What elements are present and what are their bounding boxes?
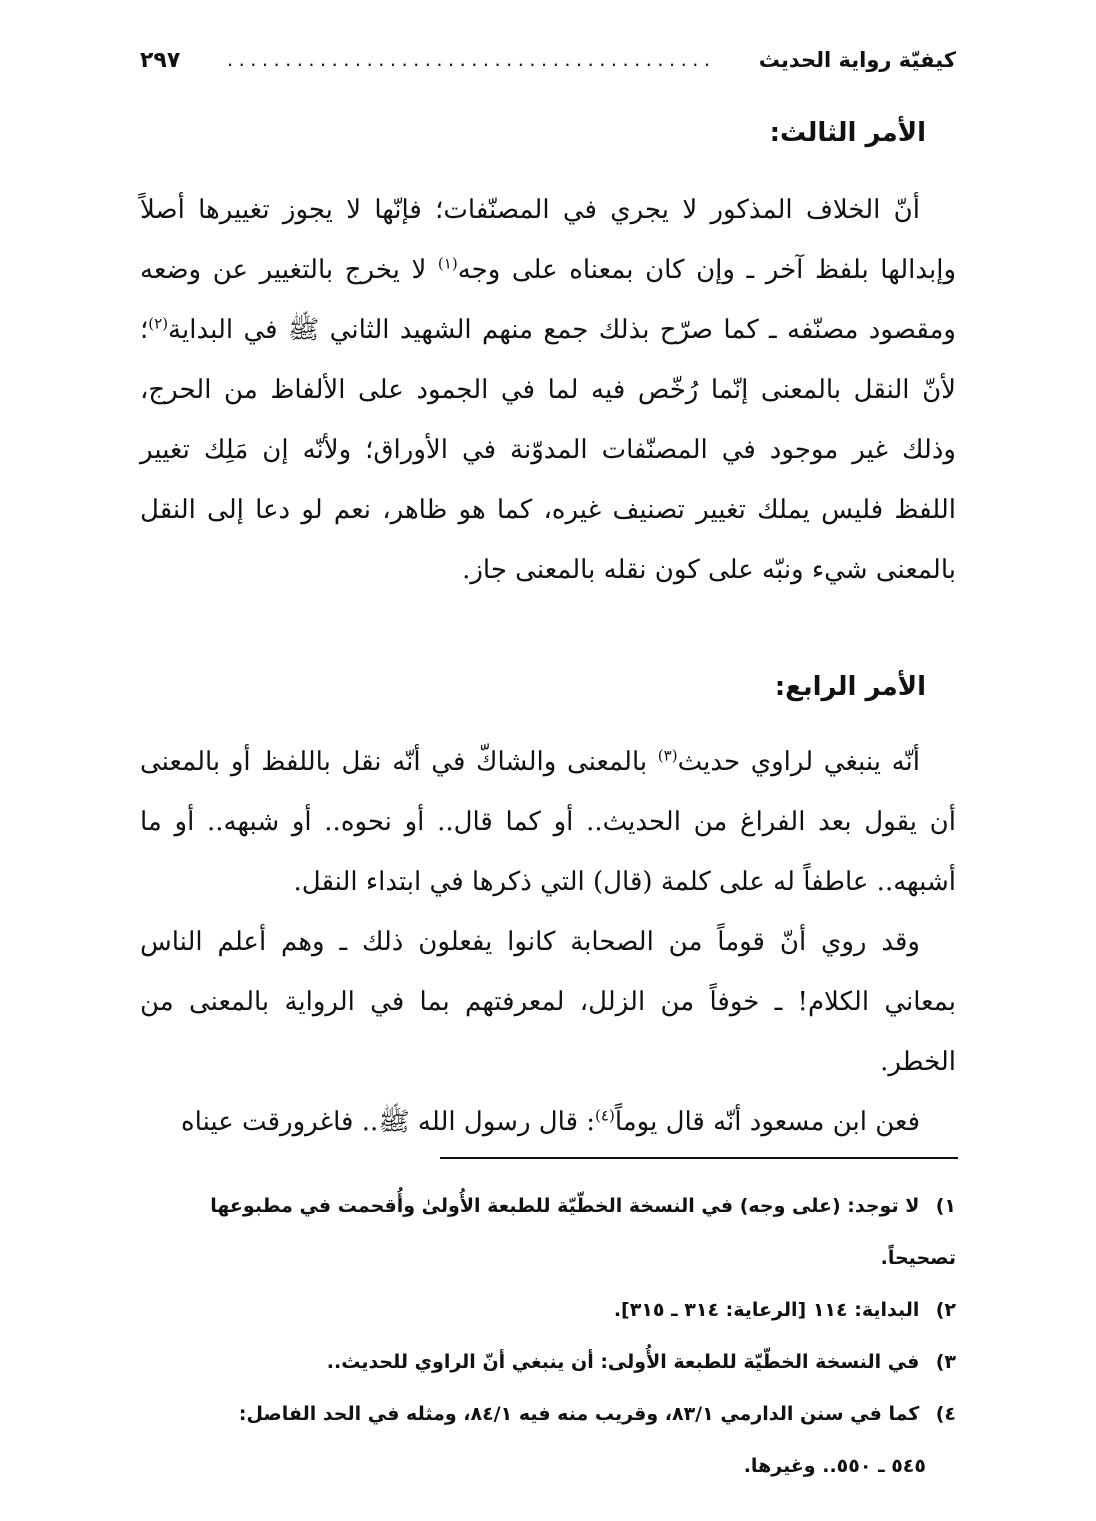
paragraph-text: ؛ لأنّ النقل بالمعنى إنّما رُخّص فيه لما في الجمود على الألفاظ من الحرج، وذلك غير موجود في المصنّفات المدوّنة في الأوراق؛ ولأنّه إن مَلِك تغيير اللفظ فليس يملك تغيير تصنيف غيره، كما هو ظاهر، نعم لو دعا إلى النقل بالمعنى شيء ونبّه على كون نقله بالمعنى جاز. (140, 315, 956, 585)
running-header-title: كيفيّة رواية الحديث (758, 48, 956, 72)
footnote-ref: (٣) (657, 746, 678, 765)
paragraph (140, 1092, 956, 1152)
page-number: ٢٩٧ (140, 47, 181, 73)
footnote-separator (440, 1157, 958, 1159)
footnote-ref: (٤) (595, 1106, 615, 1125)
paragraph-text: بالمعنى والشاكّ في أنّه نقل باللفظ أو بالمعنى أن يقول بعد الفراغ من الحديث.. أو كما قال.. أو نحوه.. أو شبهه.. أو ما أشبهه.. عاطفاً له على كلمة (قال) التي ذكرها في ابتداء النقل. (140, 747, 956, 897)
footnote-number: ٤) (935, 1403, 956, 1425)
paragraph-text: أنّ الخلاف المذكور لا يجري في المصنّفات؛ فإنّها لا يجوز تغييرها أصلاً وإبدالها بلفظ آخر ـ وإن كان بمعناه على وجه (140, 195, 956, 285)
section-heading-third: الأمر الثالث: (769, 118, 926, 148)
paragraph (140, 732, 956, 912)
running-header (140, 40, 956, 80)
footnote-number: ١) (935, 1195, 956, 1217)
footnote-ref: (٢) (148, 314, 169, 333)
footnote-ref: (١) (437, 254, 458, 273)
footnote-text: في النسخة الخطّيّة للطبعة الأُولى: أن ينبغي أنّ الراوي للحديث.. (326, 1351, 920, 1373)
footnote-item (140, 1180, 956, 1284)
section-fourth-body (140, 732, 956, 1152)
footnote-text: ٥٤٥ ـ ٥٥٠.. وغيرها. (743, 1455, 926, 1477)
paragraph-text: وقد روي أنّ قوماً من الصحابة كانوا يفعلون ذلك ـ وهم أعلم الناس بمعاني الكلام! ـ خوفاً من الزلل، لمعرفتهم بما في الرواية بالمعنى من الخطر. (140, 927, 956, 1077)
paragraph-text: لا يخرج بالتغيير عن وضعه ومقصود مصنّفه ـ كما صرّح بذلك جمع منهم الشهيد الثاني ﷺ في البداية (140, 255, 956, 345)
section-third-body (140, 180, 956, 600)
paragraph-text: : قال رسول الله ﷺ.. فاغرورقت عيناه (181, 1107, 596, 1137)
footnotes (140, 1180, 956, 1492)
footnote-item (140, 1388, 956, 1440)
section-heading-fourth: الأمر الرابع: (774, 672, 926, 702)
paragraph-text: أنّه ينبغي لراوي حديث (677, 747, 920, 777)
footnote-number: ٢) (935, 1299, 956, 1321)
footnote-item (140, 1284, 956, 1336)
paragraph-text: فعن ابن مسعود أنّه قال يوماً (614, 1107, 920, 1137)
footnote-continuation (140, 1440, 956, 1492)
footnote-text: لا توجد: (على وجه) في النسخة الخطّيّة للطبعة الأُولىٰ وأُقحمت في مطبوعها تصحيحاً. (210, 1195, 956, 1269)
footnote-item (140, 1336, 956, 1388)
footnote-number: ٣) (935, 1351, 956, 1373)
footnote-text: كما في سنن الدارمي ٨٣/١، وقريب منه فيه ٨٤/١، ومثله في الحد الفاصل: (238, 1403, 920, 1425)
running-header-dots: .......................................... (225, 50, 714, 70)
paragraph (140, 180, 956, 600)
footnote-text: البداية: ١١٤ [الرعاية: ٣١٤ ـ ٣١٥]. (613, 1299, 920, 1321)
paragraph (140, 912, 956, 1092)
